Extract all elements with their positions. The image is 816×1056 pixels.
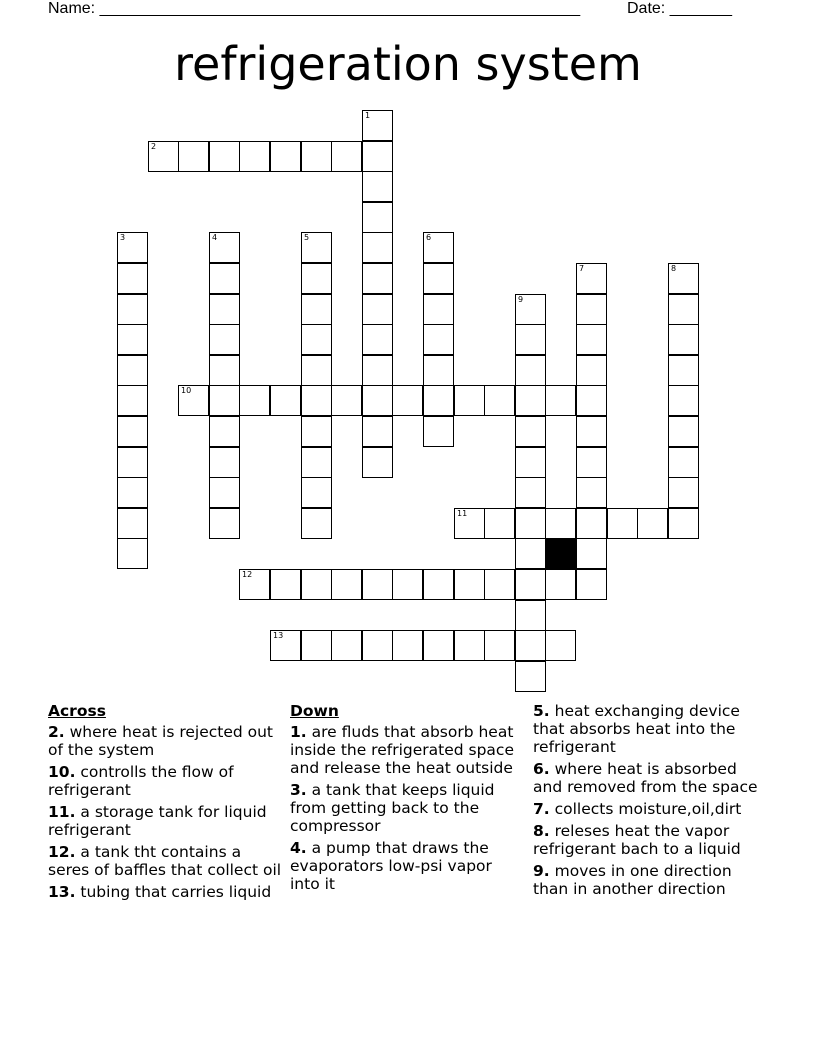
grid-cell[interactable] [515, 508, 546, 539]
grid-block [545, 538, 576, 569]
grid-cell[interactable] [117, 263, 148, 294]
grid-cell[interactable] [209, 447, 240, 478]
grid-cell[interactable] [668, 416, 699, 447]
page-title: refrigeration system [174, 37, 642, 91]
grid-cell[interactable] [362, 141, 393, 172]
name-field: Name: ______________________________________________________ [48, 0, 581, 17]
grid-cell[interactable] [576, 447, 607, 478]
clue-item-text: a pump that draws the evaporators low-psi vapor into it [290, 839, 492, 893]
clue-number: 4 [212, 233, 218, 242]
grid-cell[interactable] [576, 416, 607, 447]
clue-item [290, 839, 526, 893]
grid-cell[interactable] [423, 324, 454, 355]
grid-cell[interactable] [668, 355, 699, 386]
clue-number: 11 [457, 509, 468, 518]
clue-number: 2 [151, 142, 157, 151]
grid-cell[interactable] [576, 263, 607, 294]
across-heading: Across [48, 702, 106, 720]
grid-cell[interactable] [362, 416, 393, 447]
clue-item-number: 13. [48, 883, 76, 901]
grid-cell[interactable] [637, 508, 668, 539]
grid-cell[interactable] [301, 324, 332, 355]
clue-item [290, 723, 526, 777]
grid-cell[interactable] [545, 508, 576, 539]
clue-number: 3 [120, 233, 126, 242]
clue-item [533, 862, 769, 898]
grid-cell[interactable] [331, 630, 362, 661]
grid-cell[interactable] [301, 263, 332, 294]
grid-cell[interactable] [392, 630, 423, 661]
grid-cell[interactable] [362, 569, 393, 600]
clue-item [533, 800, 769, 818]
grid-cell[interactable] [239, 141, 270, 172]
grid-cell[interactable] [301, 141, 332, 172]
grid-cell[interactable] [209, 477, 240, 508]
clue-item-text: where heat is rejected out of the system [48, 723, 274, 759]
grid-cell[interactable] [209, 232, 240, 263]
across-clues [48, 702, 284, 905]
grid-cell[interactable] [209, 141, 240, 172]
grid-cell[interactable] [209, 324, 240, 355]
grid-cell[interactable] [209, 355, 240, 386]
grid-cell[interactable] [362, 263, 393, 294]
grid-cell[interactable] [362, 630, 393, 661]
grid-cell[interactable] [454, 569, 485, 600]
grid-cell[interactable] [117, 477, 148, 508]
grid-cell[interactable] [362, 110, 393, 141]
grid-cell[interactable] [117, 416, 148, 447]
grid-cell[interactable] [515, 569, 546, 600]
grid-cell[interactable] [668, 477, 699, 508]
grid-cell[interactable] [484, 385, 515, 416]
clue-item-number: 8. [533, 822, 550, 840]
grid-cell[interactable] [301, 294, 332, 325]
clue-item-number: 1. [290, 723, 307, 741]
grid-cell[interactable] [576, 477, 607, 508]
clue-item-text: controlls the flow of refrigerant [48, 763, 234, 799]
grid-cell[interactable] [209, 385, 240, 416]
grid-cell[interactable] [331, 141, 362, 172]
grid-cell[interactable] [270, 569, 301, 600]
grid-cell[interactable] [301, 385, 332, 416]
grid-cell[interactable] [668, 508, 699, 539]
grid-cell[interactable] [423, 263, 454, 294]
grid-cell[interactable] [423, 630, 454, 661]
clue-item [48, 723, 284, 759]
grid-cell[interactable] [423, 569, 454, 600]
grid-cell[interactable] [545, 630, 576, 661]
grid-cell[interactable] [423, 294, 454, 325]
clue-item-number: 3. [290, 781, 307, 799]
clue-item [48, 883, 284, 901]
grid-cell[interactable] [209, 416, 240, 447]
clue-item-number: 11. [48, 803, 76, 821]
grid-cell[interactable] [668, 263, 699, 294]
grid-cell[interactable] [362, 447, 393, 478]
clue-number: 1 [365, 111, 371, 120]
grid-cell[interactable] [117, 232, 148, 263]
grid-cell[interactable] [270, 141, 301, 172]
grid-cell[interactable] [178, 385, 209, 416]
clue-item-number: 4. [290, 839, 307, 857]
grid-cell[interactable] [117, 294, 148, 325]
grid-cell[interactable] [576, 508, 607, 539]
clue-item [533, 702, 769, 756]
grid-cell[interactable] [484, 569, 515, 600]
clue-item-number: 7. [533, 800, 550, 818]
clue-item [533, 822, 769, 858]
grid-cell[interactable] [301, 569, 332, 600]
grid-cell[interactable] [178, 141, 209, 172]
grid-cell[interactable] [362, 385, 393, 416]
clue-item [48, 763, 284, 799]
grid-cell[interactable] [209, 263, 240, 294]
clue-item-text: moves in one direction than in another direction [533, 862, 732, 898]
grid-cell[interactable] [362, 232, 393, 263]
grid-cell[interactable] [515, 477, 546, 508]
clue-item-number: 12. [48, 843, 76, 861]
down-clues [290, 702, 526, 897]
grid-cell[interactable] [362, 171, 393, 202]
clue-item-text: heat exchanging device that absorbs heat into the refrigerant [533, 702, 740, 756]
grid-cell[interactable] [515, 661, 546, 692]
grid-cell[interactable] [423, 232, 454, 263]
clue-item-number: 6. [533, 760, 550, 778]
clue-item-number: 9. [533, 862, 550, 880]
clue-item-text: releses heat the vapor refrigerant bach to a liquid [533, 822, 741, 858]
grid-cell[interactable] [423, 385, 454, 416]
clue-item-text: collects moisture,oil,dirt [549, 800, 742, 818]
grid-cell[interactable] [301, 232, 332, 263]
grid-cell[interactable] [515, 416, 546, 447]
grid-cell[interactable] [576, 324, 607, 355]
grid-cell[interactable] [117, 385, 148, 416]
grid-cell[interactable] [148, 141, 179, 172]
clue-item [290, 781, 526, 835]
grid-cell[interactable] [515, 385, 546, 416]
clue-number: 8 [671, 264, 677, 273]
grid-cell[interactable] [454, 630, 485, 661]
grid-cell[interactable] [515, 538, 546, 569]
grid-cell[interactable] [301, 416, 332, 447]
grid-cell[interactable] [668, 447, 699, 478]
grid-cell[interactable] [576, 385, 607, 416]
clue-number: 13 [273, 631, 284, 640]
grid-cell[interactable] [117, 447, 148, 478]
grid-cell[interactable] [301, 355, 332, 386]
clue-item-text: a tank tht contains a seres of baffles that collect oil [48, 843, 282, 879]
clue-number: 12 [242, 570, 253, 579]
clue-item-number: 2. [48, 723, 65, 741]
grid-cell[interactable] [576, 294, 607, 325]
grid-cell[interactable] [209, 508, 240, 539]
grid-cell[interactable] [576, 355, 607, 386]
date-field: Date: _______ [627, 0, 732, 17]
grid-cell[interactable] [392, 569, 423, 600]
grid-cell[interactable] [515, 630, 546, 661]
grid-cell[interactable] [239, 569, 270, 600]
clue-number: 9 [518, 295, 524, 304]
grid-cell[interactable] [454, 385, 485, 416]
grid-cell[interactable] [607, 508, 638, 539]
clue-item [48, 843, 284, 879]
clue-item-number: 10. [48, 763, 76, 781]
grid-cell[interactable] [301, 508, 332, 539]
clue-number: 7 [579, 264, 585, 273]
grid-cell[interactable] [331, 385, 362, 416]
clue-item-text: a storage tank for liquid refrigerant [48, 803, 267, 839]
grid-cell[interactable] [209, 294, 240, 325]
grid-cell[interactable] [117, 508, 148, 539]
clue-item-text: tubing that carries liquid [75, 883, 272, 901]
grid-cell[interactable] [484, 630, 515, 661]
grid-cell[interactable] [117, 355, 148, 386]
down-clues-continued [533, 702, 769, 902]
grid-cell[interactable] [362, 294, 393, 325]
clue-number: 6 [426, 233, 432, 242]
grid-cell[interactable] [515, 324, 546, 355]
grid-cell[interactable] [545, 385, 576, 416]
grid-cell[interactable] [301, 630, 332, 661]
grid-cell[interactable] [515, 447, 546, 478]
grid-cell[interactable] [515, 294, 546, 325]
grid-cell[interactable] [454, 508, 485, 539]
clue-item [48, 803, 284, 839]
grid-cell[interactable] [668, 324, 699, 355]
grid-cell[interactable] [576, 538, 607, 569]
grid-cell[interactable] [362, 355, 393, 386]
clue-item [533, 760, 769, 796]
grid-cell[interactable] [423, 355, 454, 386]
grid-cell[interactable] [239, 385, 270, 416]
grid-cell[interactable] [362, 324, 393, 355]
clue-item-text: where heat is absorbed and removed from the space [533, 760, 758, 796]
grid-cell[interactable] [117, 538, 148, 569]
grid-cell[interactable] [515, 600, 546, 631]
grid-cell[interactable] [576, 569, 607, 600]
grid-cell[interactable] [270, 385, 301, 416]
grid-cell[interactable] [545, 569, 576, 600]
grid-cell[interactable] [270, 630, 301, 661]
clue-item-number: 5. [533, 702, 550, 720]
grid-cell[interactable] [301, 477, 332, 508]
down-heading: Down [290, 702, 339, 720]
grid-cell[interactable] [668, 385, 699, 416]
grid-cell[interactable] [117, 324, 148, 355]
grid-cell[interactable] [392, 385, 423, 416]
grid-cell[interactable] [362, 202, 393, 233]
grid-cell[interactable] [484, 508, 515, 539]
grid-cell[interactable] [423, 416, 454, 447]
clue-item-text: a tank that keeps liquid from getting back to the compressor [290, 781, 495, 835]
grid-cell[interactable] [301, 447, 332, 478]
clue-number: 5 [304, 233, 310, 242]
grid-cell[interactable] [515, 355, 546, 386]
grid-cell[interactable] [331, 569, 362, 600]
grid-cell[interactable] [668, 294, 699, 325]
clue-number: 10 [181, 386, 192, 395]
clue-item-text: are fluds that absorb heat inside the refrigerated space and release the heat outside [290, 723, 514, 777]
